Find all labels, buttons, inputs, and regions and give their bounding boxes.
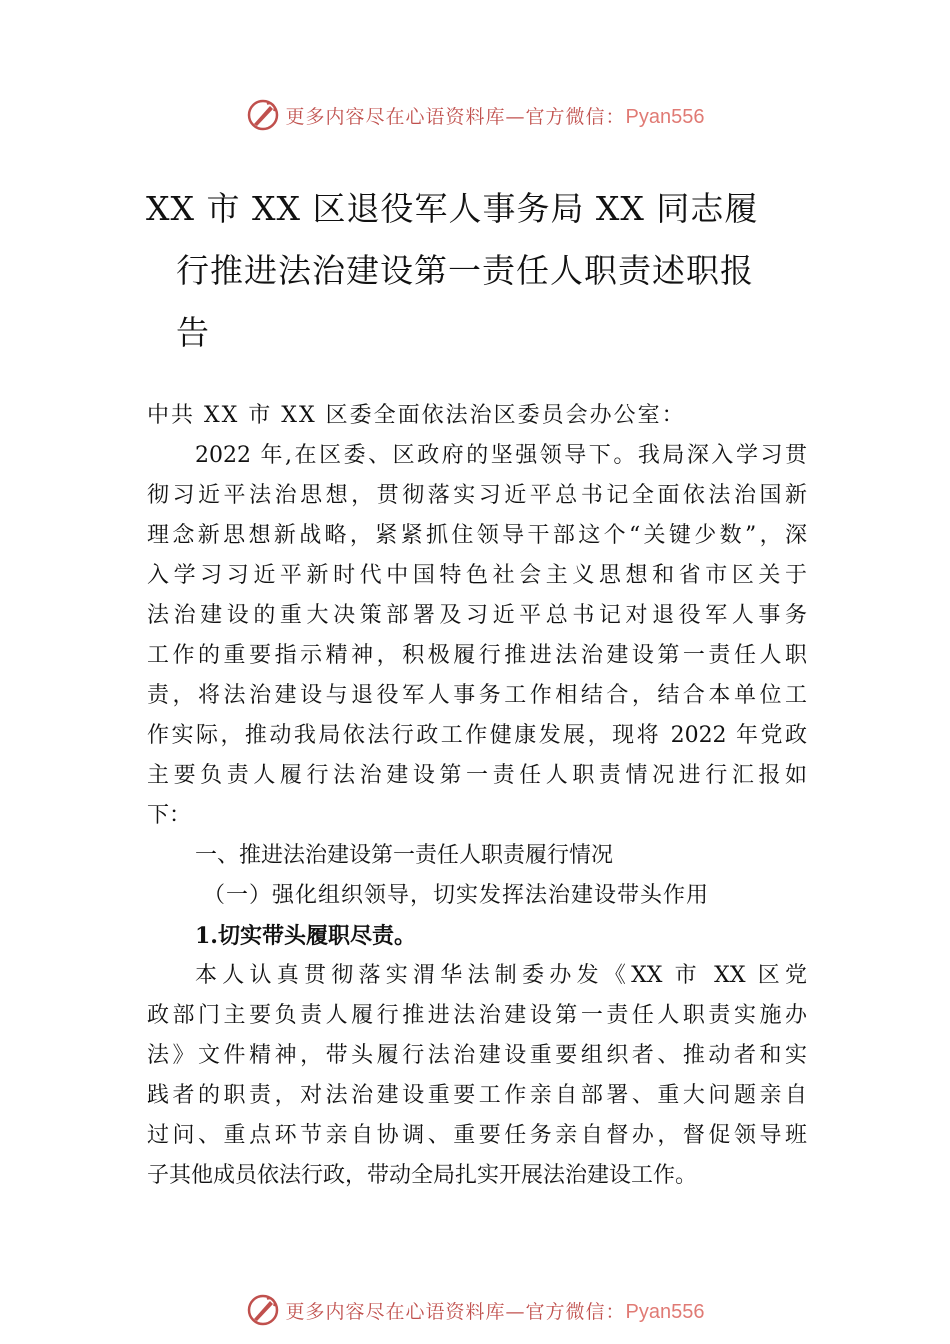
title-line-3: 告	[176, 313, 210, 352]
watermark-text: 更多内容尽在心语资料库—官方微信：Pyan556	[285, 1300, 705, 1323]
paragraph-line: 下：	[147, 803, 192, 828]
paragraph-line: 子其他成员依法行政，带动全局扎实开展法治建设工作。	[147, 1163, 698, 1188]
paragraph-line: 政部门主要负责人履行推进法治建设第一责任人职责实施办	[147, 1003, 807, 1028]
title-line-2: 行推进法治建设第一责任人职责述职报	[176, 251, 754, 290]
paragraph-line: 法治建设的重大决策部署及习近平总书记对退役军人事务	[147, 603, 807, 628]
quill-logo-icon	[246, 1293, 280, 1327]
paragraph-line: 理念新思想新战略，紧紧抓住领导干部这个“关键少数”，深	[147, 523, 807, 548]
paragraph-line: 责，将法治建设与退役军人事务工作相结合，结合本单位工	[147, 683, 807, 708]
quill-logo-icon	[246, 98, 280, 132]
paragraph-line: 法》文件精神，带头履行法治建设重要组织者、推动者和实	[147, 1043, 807, 1068]
item-heading: 1.切实带头履职尽责。	[195, 923, 416, 949]
addressee: 中共 XX 市 XX 区委全面依法治区委员会办公室：	[147, 403, 686, 428]
section-heading-1: 一、推进法治建设第一责任人职责履行情况	[195, 843, 614, 868]
subsection-heading: （一）强化组织领导，切实发挥法治建设带头作用	[203, 883, 710, 908]
watermark-banner-bottom	[0, 1290, 950, 1330]
paragraph-line: 践者的职责，对法治建设重要工作亲自部署、重大问题亲自	[147, 1083, 807, 1108]
wechat-id: Pyan556	[625, 105, 705, 128]
paragraph-2	[147, 956, 807, 1196]
paragraph-line: 入学习习近平新时代中国特色社会主义思想和省市区关于	[147, 563, 807, 588]
paragraph-line: 工作的重要指示精神，积极履行推进法治建设第一责任人职	[147, 643, 807, 668]
paragraph-1	[147, 436, 807, 836]
document-body	[147, 396, 807, 1196]
title-line-1: XX 市 XX 区退役军人事务局 XX 同志履	[146, 189, 759, 228]
paragraph-line: 主要负责人履行法治建设第一责任人职责情况进行汇报如	[147, 763, 807, 788]
paragraph-line: 作实际，推动我局依法行政工作健康发展，现将 2022 年党政	[147, 723, 807, 748]
paragraph-line: 过问、重点环节亲自协调、重要任务亲自督办，督促领导班	[147, 1123, 807, 1148]
paragraph-line: 2022 年,在区委、区政府的坚强领导下。我局深入学习贯	[195, 443, 807, 468]
document-title	[146, 178, 806, 364]
watermark-banner-top	[0, 95, 950, 135]
paragraph-line: 彻习近平法治思想，贯彻落实习近平总书记全面依法治国新	[147, 483, 807, 508]
paragraph-line: 本人认真贯彻落实渭华法制委办发《XX 市 XX 区党	[195, 963, 807, 988]
watermark-text: 更多内容尽在心语资料库—官方微信：Pyan556	[285, 105, 705, 128]
wechat-id: Pyan556	[625, 1300, 705, 1323]
